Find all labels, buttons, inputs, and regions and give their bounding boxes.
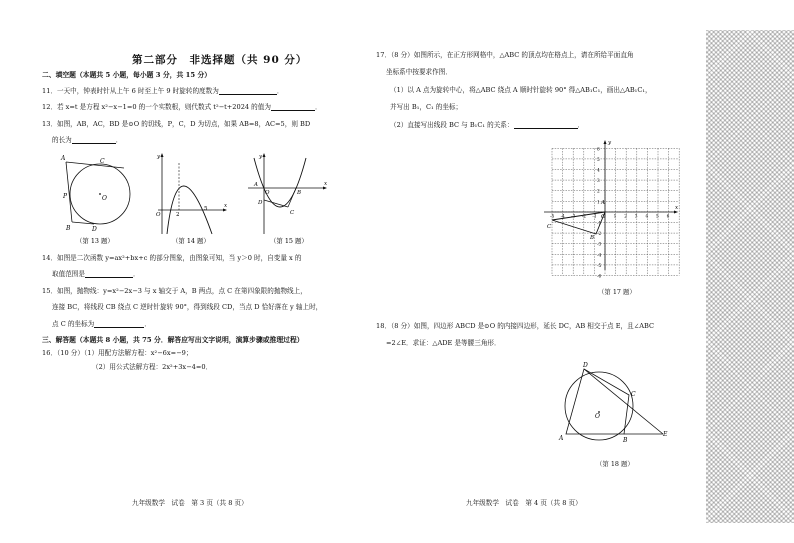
- y-tick-label: 4: [597, 168, 600, 174]
- label-d: D: [583, 362, 588, 369]
- question-15: 15．如图，抛物线：y=x²−2x−3 与 x 轴交于 A，B 两点，点 C 在第四象限的抛物线上，: [42, 287, 307, 295]
- y-tick-label: 3: [597, 179, 600, 185]
- caption-18: （第 18 题）: [596, 460, 634, 468]
- label-a: A: [61, 155, 66, 162]
- x-tick-label: -2: [581, 214, 586, 220]
- figure-14: [150, 150, 230, 245]
- footer-page3: 九年级数学 试卷 第 3 页（共 8 页）: [132, 499, 248, 507]
- label-c: C: [100, 158, 105, 165]
- q11-text: 11．一天中，钟表时针从上午 6 时至上午 9 时旋转的度数为: [42, 87, 219, 95]
- label-c: C: [290, 210, 295, 216]
- label-o: O: [265, 190, 270, 196]
- question-12: 12．若 x=t 是方程 x²−x−1=0 的一个实数根，则代数式 t²−t+2024 的值为 ．: [42, 103, 322, 111]
- label-y: y: [259, 154, 263, 160]
- figure-18: [555, 362, 675, 444]
- x-tick-label: -3: [571, 214, 576, 220]
- label-o: O: [102, 195, 107, 202]
- question-17-part2: （2）直接写出线段 BC 与 B₁C₁ 的关系： ．: [390, 121, 585, 129]
- label-p: P: [63, 193, 68, 200]
- question-17: 17．（8 分）如图所示，在正方形网格中，△ABC 的顶点均在格点上，请在所给平面直角: [376, 51, 634, 59]
- y-tick-label: -5: [597, 263, 602, 269]
- x-tick-label: -5: [550, 214, 555, 220]
- answer-blank: [514, 121, 578, 129]
- question-18: 18．（8 分）如图，四边形 ABCD 是⊙O 的内接四边形，延长 DC，AB 相交于点 E，且∠ABC: [376, 322, 655, 330]
- label-o: O: [595, 413, 600, 420]
- caption-14: （第 14 题）: [172, 237, 210, 245]
- tick-5: 5: [204, 206, 208, 212]
- y-tick-label: 5: [597, 157, 600, 163]
- label-e: E: [663, 431, 668, 438]
- section-fill-in: 二、填空题（本题共 5 小题，每小题 3 分，共 15 分）: [42, 71, 212, 79]
- question-16-part2: （2）用公式法解方程：2x²+3x−4=0．: [92, 363, 213, 371]
- y-tick-label: -4: [597, 253, 602, 259]
- caption-17: （第 17 题）: [598, 288, 636, 296]
- question-13: 13．如图，AB，AC，BD 是⊙O 的切线，P，C，D 为切点，如果 AB=8，AC=5，则 BD: [42, 120, 311, 128]
- q15-text: 点 C 的坐标为: [52, 320, 95, 328]
- figure-17-grid: [540, 138, 690, 278]
- y-tick-label: -3: [597, 242, 602, 248]
- answer-blank: [72, 136, 116, 144]
- label-x: x: [324, 181, 328, 187]
- label-c: C: [547, 224, 552, 230]
- question-17-part1-line2: 并写出 B₁，C₁ 的坐标；: [390, 103, 463, 111]
- caption-13: （第 13 题）: [76, 237, 114, 245]
- x-tick-label: 1: [613, 214, 617, 220]
- x-tick-label: -4: [560, 214, 565, 220]
- y-tick-label: 1: [597, 200, 600, 206]
- q13-text: 的长为: [52, 136, 72, 144]
- label-a: A: [254, 182, 258, 188]
- y-tick-label: -2: [597, 232, 602, 238]
- x-tick-label: 6: [666, 214, 670, 220]
- label-o: O: [156, 212, 161, 218]
- label-a: A: [559, 435, 564, 442]
- label-x: x: [224, 203, 228, 209]
- x-tick-label: 5: [656, 214, 659, 220]
- y-tick-label: -6: [597, 274, 602, 280]
- footer-page4: 九年级数学 试卷 第 4 页（共 8 页）: [466, 499, 582, 507]
- question-17-part1: （1）以 A 点为旋转中心，将△ABC 绕点 A 顺时针旋转 90° 得△AB₁C₁，画出△AB₁C₁，: [390, 86, 652, 94]
- label-b: B: [66, 225, 71, 232]
- x-tick-label: -1: [592, 214, 597, 220]
- page-title: 第二部分 非选择题（共 90 分）: [132, 54, 308, 66]
- question-11: 11．一天中，钟表时针从上午 6 时至上午 9 时旋转的度数为 ．: [42, 87, 284, 95]
- label-y: y: [608, 140, 612, 146]
- question-18-line2: =2∠E．求证：△ADE 是等腰三角形．: [386, 339, 501, 347]
- section-solve: 三、解答题（本题共 8 小题，共 75 分．解答应写出文字说明，演算步骤或推理过程）: [42, 336, 304, 344]
- answer-blank: [271, 103, 315, 111]
- caption-15: （第 15 题）: [270, 237, 308, 245]
- label-d: D: [258, 200, 263, 206]
- label-d: D: [92, 226, 97, 233]
- y-tick-label: -1: [597, 221, 602, 227]
- label-b: B: [297, 190, 302, 196]
- label-b: B: [623, 437, 628, 444]
- label-c: C: [631, 391, 636, 398]
- y-tick-label: 2: [597, 189, 600, 195]
- question-14-line2: 取值范围是 ．: [52, 270, 140, 278]
- q12-text: 12．若 x=t 是方程 x²−x−1=0 的一个实数根，则代数式 t²−t+2024 的值为: [42, 103, 271, 111]
- question-14: 14．如图是二次函数 y=ax²+bx+c 的部分图象，由图象可知，当 y＞0 时，自变量 x 的: [42, 254, 302, 262]
- label-b: B: [590, 235, 595, 241]
- question-15-line2: 连接 BC，将线段 CB 绕点 C 逆时针旋转 90°，得到线段 CD，当点 D 恰好落在 y 轴上时，: [52, 303, 323, 311]
- answer-blank: [219, 87, 277, 95]
- question-17-line2: 坐标系中按要求作图．: [386, 68, 452, 76]
- binding-margin-pattern: [706, 30, 794, 523]
- label-a: A: [601, 200, 605, 206]
- label-y: y: [157, 154, 161, 160]
- answer-blank: [94, 320, 144, 328]
- x-tick-label: 2: [624, 214, 627, 220]
- tick-2: 2: [176, 212, 180, 218]
- question-15-line3: 点 C 的坐标为 ．: [52, 320, 151, 328]
- y-tick-label: 6: [597, 147, 600, 153]
- q17-text: （2）直接写出线段 BC 与 B₁C₁ 的关系：: [390, 121, 514, 129]
- label-x: x: [675, 205, 679, 211]
- question-13-line2: 的长为 ．: [52, 136, 123, 144]
- x-tick-label: 4: [645, 214, 649, 220]
- figure-13: [52, 150, 138, 245]
- label-o: O: [601, 214, 606, 220]
- answer-blank: [85, 270, 133, 278]
- q14-text: 取值范围是: [52, 270, 85, 278]
- x-tick-label: 3: [634, 214, 638, 220]
- x-tick-labels: [550, 215, 670, 220]
- question-16: 16．（10 分）（1）用配方法解方程：x²−6x=−9；: [42, 349, 193, 357]
- figure-15: [244, 150, 334, 245]
